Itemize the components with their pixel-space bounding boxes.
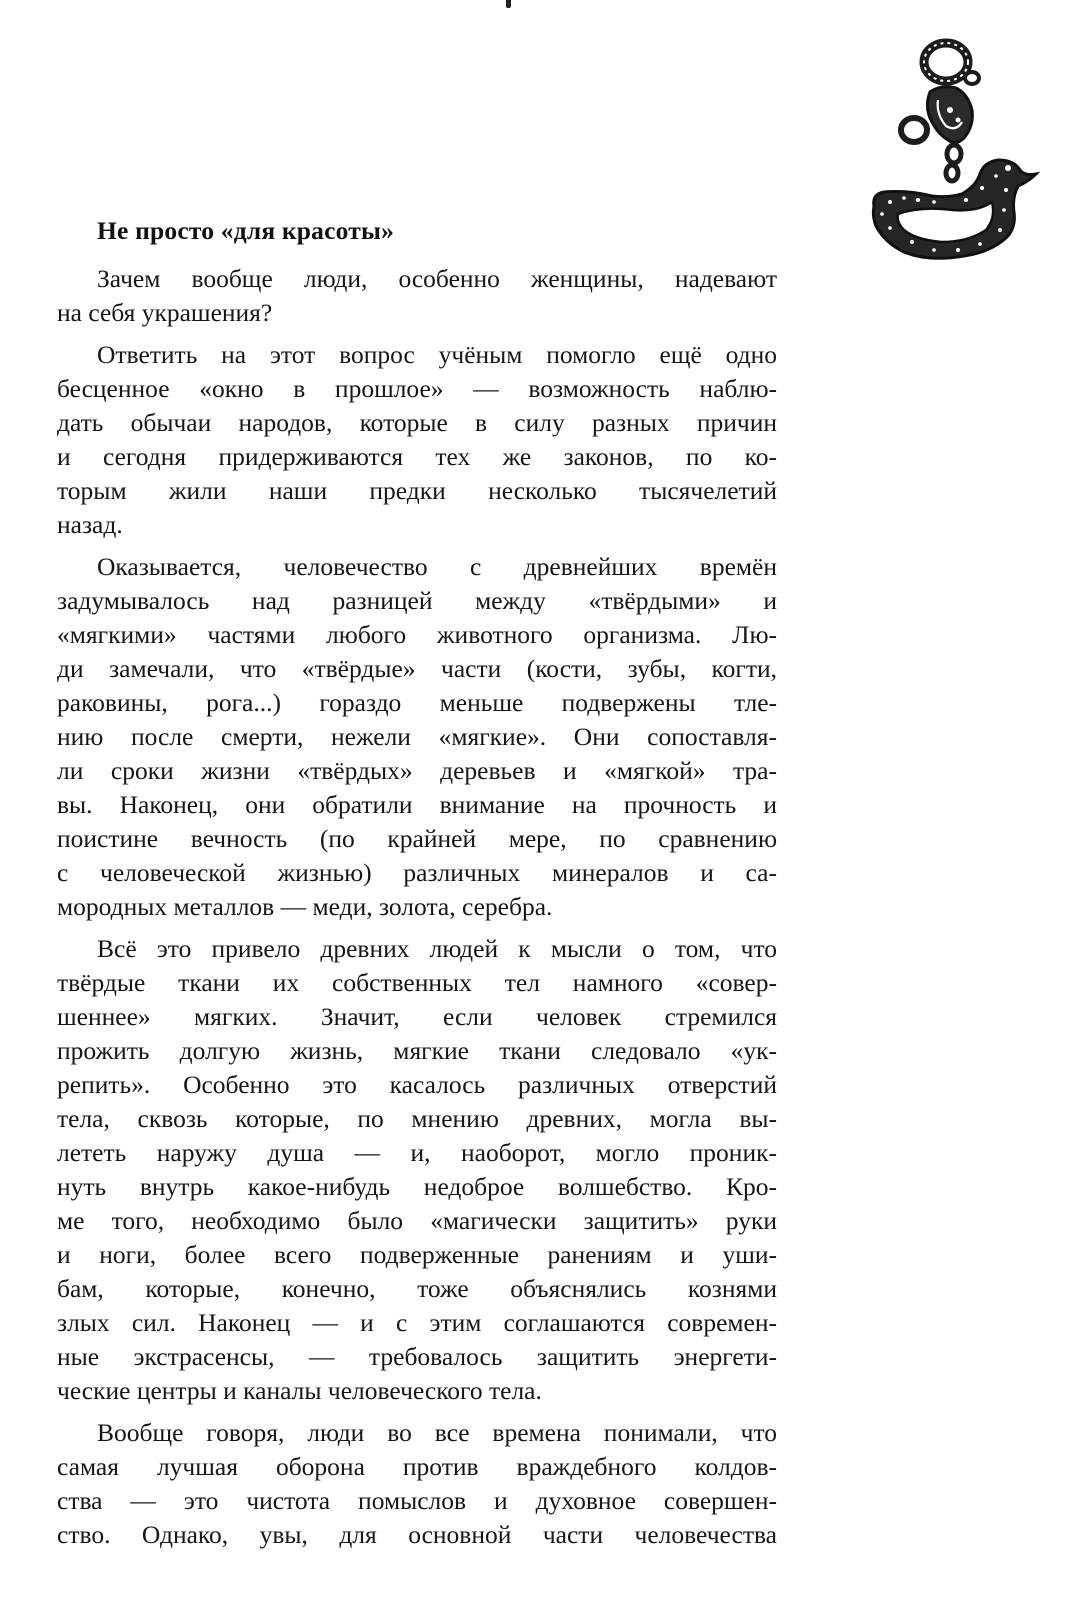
text-line: задумывалось над разницей между «твёрдыми» и — [57, 586, 777, 615]
text-line: ме того, необходимо было «магически защитить» руки — [57, 1206, 777, 1235]
text-line: бесценное «окно в прошлое» — возможность наблю- — [57, 374, 777, 403]
text-line: прожить долгую жизнь, мягкие ткани следовало «ук- — [57, 1036, 777, 1065]
text-line: репить». Особенно это касалось различных отверстий — [57, 1070, 777, 1099]
text-line: ческие центры и каналы человеческого тела. — [57, 1376, 542, 1405]
text-line: раковины, рога...) гораздо меньше подвержены тле- — [57, 688, 777, 717]
text-line: торым жили наши предки несколько тысячелетий — [57, 476, 777, 505]
text-line: нию после смерти, нежели «мягкие». Они сопоставля- — [57, 722, 777, 751]
text-line: ли сроки жизни «твёрдых» деревьев и «мягкой» тра- — [57, 756, 777, 785]
text-line: Вообще говоря, люди во все времена понимали, что — [97, 1418, 777, 1447]
page-top-mark — [506, 0, 511, 8]
text-line: ство. Однако, увы, для основной части человечества — [57, 1520, 777, 1549]
text-line: мородных металлов — меди, золота, серебра. — [57, 892, 553, 921]
text-line: Зачем вообще люди, особенно женщины, надевают — [97, 264, 777, 293]
text-line: дать обычаи народов, которые в силу разных причин — [57, 408, 777, 437]
text-line: с человеческой жизнью) различных минералов и са- — [57, 858, 777, 887]
text-line: нуть внутрь какое-нибудь недоброе волшебство. Кро- — [57, 1172, 777, 1201]
text-line: ди замечали, что «твёрдые» части (кости, зубы, когти, — [57, 654, 777, 683]
text-line: Оказывается, человечество с древнейших времён — [97, 552, 777, 581]
text-line: ства — это чистота помыслов и духовное совершен- — [57, 1486, 777, 1515]
text-line: лететь наружу душа — и, наоборот, могло проник- — [57, 1138, 777, 1167]
text-line: назад. — [57, 510, 123, 539]
text-line: и ноги, более всего подверженные ранениям и уши- — [57, 1240, 777, 1269]
body-text — [57, 262, 777, 1552]
text-line: бам, которые, конечно, тоже объяснялись кознями — [57, 1274, 777, 1303]
text-line: самая лучшая оборона против враждебного колдов- — [57, 1452, 777, 1481]
text-line: Всё это привело древних людей к мысли о том, что — [97, 934, 777, 963]
text-line: шеннее» мягких. Значит, если человек стремился — [57, 1002, 777, 1031]
bird-amulet-pendant-icon — [868, 30, 1068, 280]
text-line: и сегодня придерживаются тех же законов, по ко- — [57, 442, 777, 471]
text-line: Ответить на этот вопрос учёным помогло ещё одно — [97, 340, 777, 369]
text-line: твёрдые ткани их собственных тел намного «совер- — [57, 968, 777, 997]
text-line: на себя украшения? — [57, 298, 273, 327]
text-line: «мягкими» частями любого животного организма. Лю- — [57, 620, 777, 649]
text-line: тела, сквозь которые, по мнению древних, могла вы- — [57, 1104, 777, 1133]
text-line: ные экстрасенсы, — требовалось защитить энергети- — [57, 1342, 777, 1371]
text-line: злых сил. Наконец — и с этим соглашаются современ- — [57, 1308, 777, 1337]
section-heading: Не просто «для красоты» — [97, 216, 395, 245]
text-line: поистине вечность (по крайней мере, по сравнению — [57, 824, 777, 853]
text-line: вы. Наконец, они обратили внимание на прочность и — [57, 790, 777, 819]
